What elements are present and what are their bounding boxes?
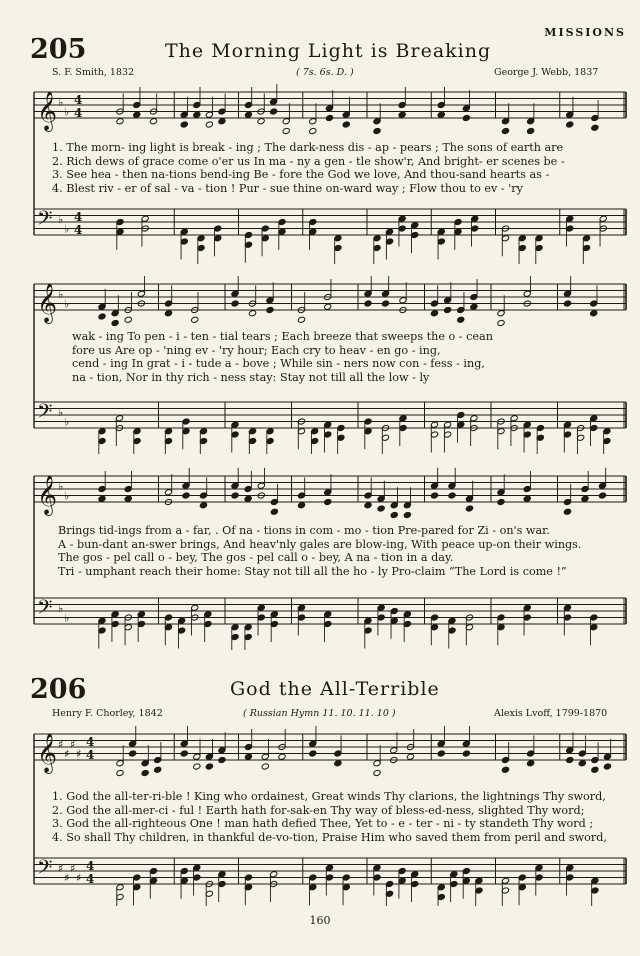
verse-line: 4. So shall Thy children, in thankful de-vo-tion, Praise Him who saved them from peril and sword, (52, 830, 607, 844)
svg-text:4: 4 (74, 106, 83, 120)
svg-text:♭: ♭ (58, 405, 64, 419)
verse-line: The gos - pel call o - bey, The gos - pel call o - bey, A na - tion in a day. (58, 551, 454, 564)
svg-text:♭: ♭ (64, 297, 70, 311)
svg-text:4: 4 (86, 872, 95, 886)
verse-line: fore us Are op - 'ning ev - 'ry hour; Each cry to heav - en go - ing, (72, 343, 441, 357)
hymn-title: The Morning Light is Breaking (165, 40, 492, 62)
svg-text:♯: ♯ (70, 737, 76, 751)
verse-line: wak - ing To pen - i - ten - tial tears ; Each breeze that sweeps the o - cean (72, 330, 493, 343)
verse-line: Brings tid-ings from a - far, . Of na - tions in com - mo - tion Pre-pared for Zi - on's war. (58, 524, 550, 537)
svg-text:𝄞: 𝄞 (37, 283, 58, 323)
svg-text:♯: ♯ (58, 737, 64, 751)
svg-text:𝄢: 𝄢 (37, 855, 53, 884)
svg-text:4: 4 (74, 93, 83, 107)
verse-lines (52, 790, 607, 844)
verse-line: 2. God the all-mer-ci - ful ! Earth hath for-sak-en Thy way of bless-ed-ness, slighted Thy word; (52, 803, 585, 817)
hymn-author: Henry F. Chorley, 1842 (52, 708, 163, 719)
svg-text:♭: ♭ (64, 415, 70, 429)
hymn-meter: ( Russian Hymn 11. 10. 11. 10 ) (243, 708, 396, 719)
svg-text:♭: ♭ (64, 105, 70, 119)
svg-text:𝄞: 𝄞 (37, 91, 58, 131)
hymn-composer: George J. Webb, 1837 (494, 67, 599, 78)
svg-text:♯: ♯ (58, 861, 64, 875)
svg-text:𝄞: 𝄞 (37, 475, 58, 515)
svg-text:𝄞: 𝄞 (37, 733, 58, 773)
hymn-composer: Alexis Lvoff, 1799-1870 (494, 708, 608, 719)
verse-line: A - bun-dant an-swer brings, And heav'nly gales are blow-ing, With peace up-on their wings. (58, 537, 582, 551)
hymn-author: S. F. Smith, 1832 (52, 67, 135, 78)
verse-line: cend - ing In grat - i - tude a - bove ; While sin - ners now con - fess - ing, (72, 357, 485, 370)
verse-lines (58, 524, 581, 578)
svg-text:♭: ♭ (58, 287, 64, 301)
svg-text:♭: ♭ (64, 489, 70, 503)
svg-text:♭: ♭ (64, 611, 70, 625)
hymn-number: 206 (30, 674, 87, 705)
svg-text:𝄢: 𝄢 (37, 206, 53, 235)
verse-lines (72, 330, 493, 384)
svg-text:♭: ♭ (58, 479, 64, 493)
svg-text:♯: ♯ (64, 871, 70, 885)
svg-text:4: 4 (86, 859, 95, 873)
hymn-title: God the All-Terrible (230, 678, 440, 700)
svg-text:♭: ♭ (58, 212, 64, 226)
svg-text:4: 4 (86, 748, 95, 762)
svg-text:4: 4 (74, 210, 83, 224)
svg-text:4: 4 (86, 735, 95, 749)
verse-line: 3. God the all-righteous One ! man hath defied Thee, Yet to - e - ter - ni - ty standeth Thy word ; (52, 817, 594, 830)
verse-line: 2. Rich dews of grace come o'er us In ma - ny a gen - tle show'r, And bright- er scenes be - (52, 154, 565, 168)
verse-lines (52, 141, 565, 195)
svg-text:♯: ♯ (64, 747, 70, 761)
svg-text:4: 4 (74, 223, 83, 237)
svg-text:♯: ♯ (70, 861, 76, 875)
svg-text:𝄢: 𝄢 (37, 595, 53, 624)
svg-text:♭: ♭ (58, 95, 64, 109)
hymn-meter: ( 7s. 6s. D. ) (296, 67, 354, 78)
svg-text:♭: ♭ (64, 222, 70, 236)
verse-line: 4. Blest riv - er of sal - va - tion ! Pur - sue thine on-ward way ; Flow thou to ev - 'ry (52, 181, 523, 195)
verse-line: Tri - umphant reach their home: Stay not till all the ho - ly Pro-claim “The Lord is come !” (58, 564, 567, 578)
svg-text:♯: ♯ (76, 871, 82, 885)
verse-line: 3. See hea - then na-tions bend-ing Be - fore the God we love, And thou-sand hearts as - (52, 168, 550, 181)
verse-line: 1. The morn- ing light is break - ing ; The dark-ness dis - ap - pears ; The sons of earth are (52, 141, 564, 154)
svg-text:♭: ♭ (58, 601, 64, 615)
section-label: MISSIONS (544, 26, 626, 39)
page-number: 160 (309, 914, 331, 927)
verse-line: na - tion, Nor in thy rich - ness stay: Stay not till all the low - ly (72, 370, 430, 384)
verse-line: 1. God the all-ter-ri-ble ! King who ordainest, Great winds Thy clarions, the lightnings Thy sword, (52, 790, 606, 803)
svg-text:♯: ♯ (76, 747, 82, 761)
hymn-number: 205 (30, 34, 87, 65)
svg-text:𝄢: 𝄢 (37, 399, 53, 428)
